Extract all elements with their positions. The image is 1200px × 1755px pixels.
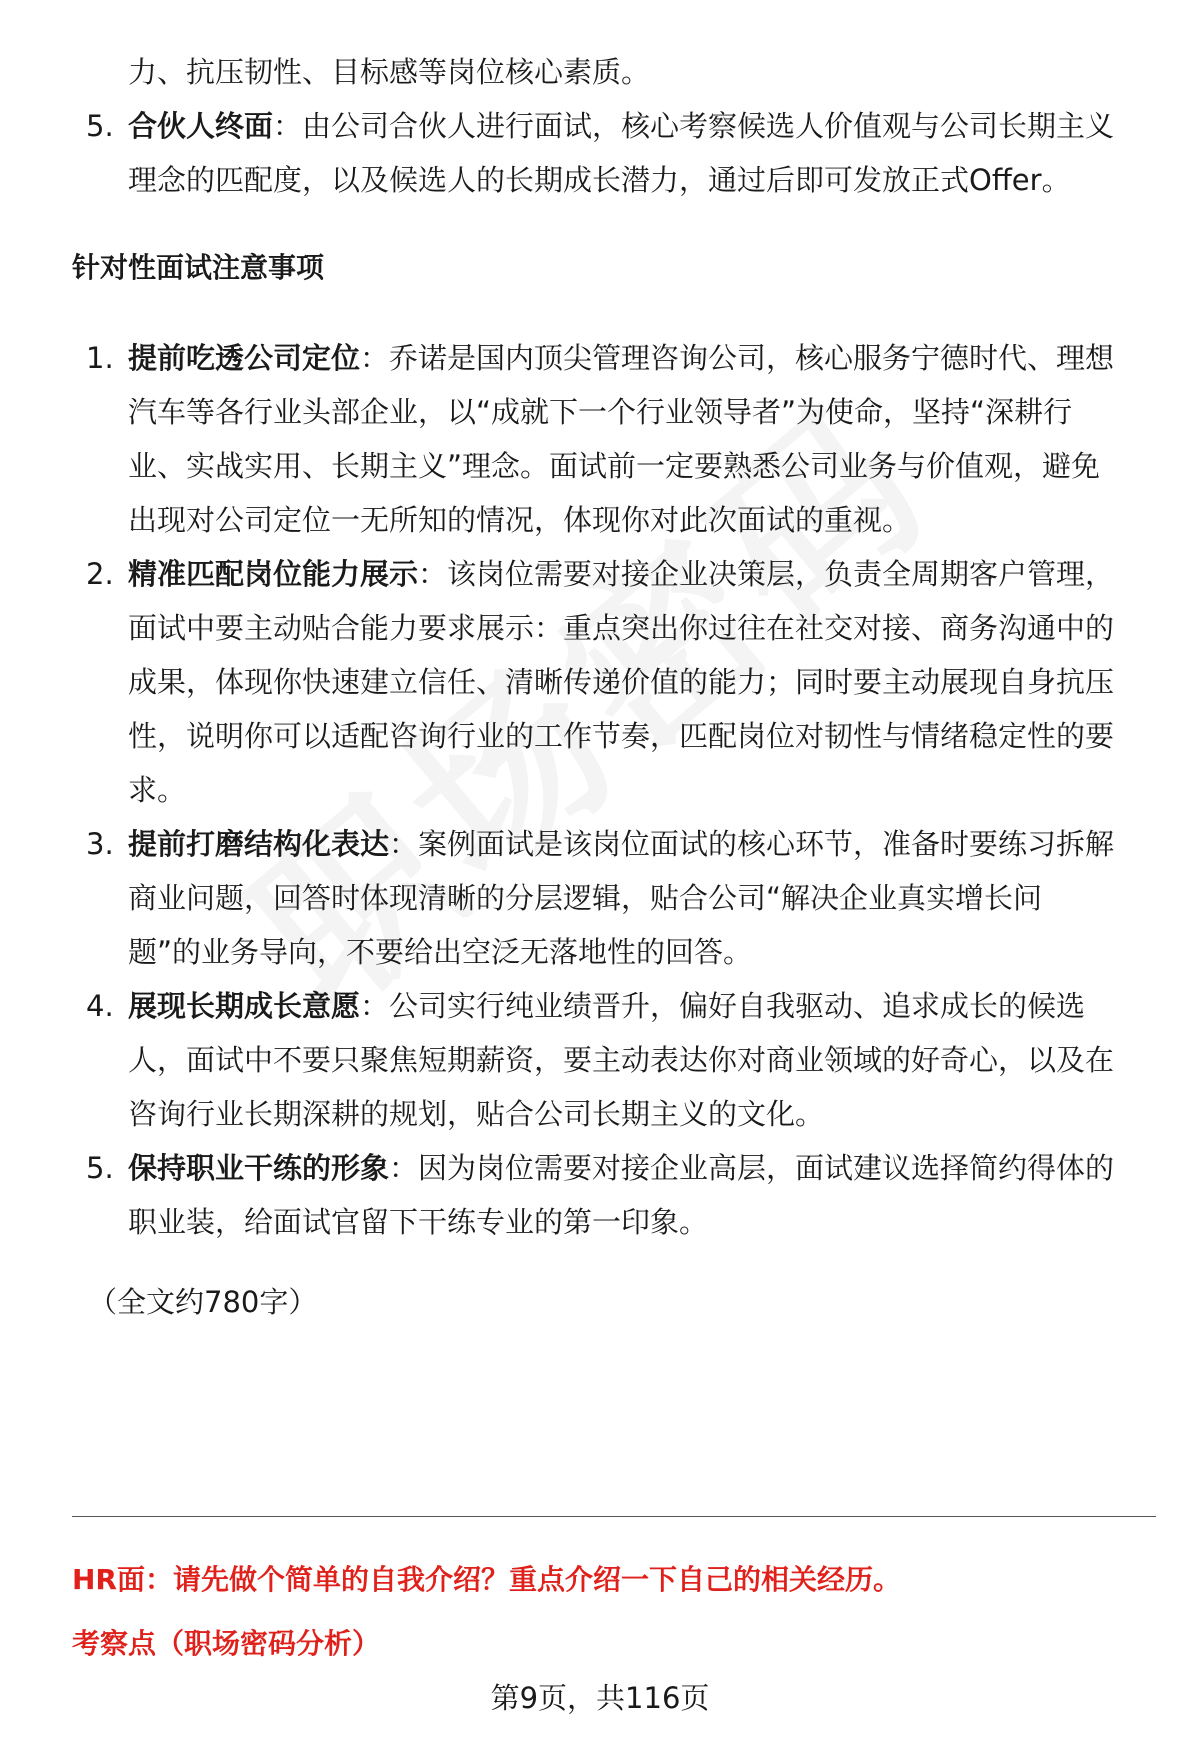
tip-line: 题”的业务导向，不要给出空泛无落地性的回答。 [128,935,753,969]
tip-title: 提前吃透公司定位 [128,341,361,375]
process-item-text: ：由公司合伙人进行面试，核心考察候选人价值观与公司长期主义 [273,109,1115,143]
tip-line: 求。 [128,773,187,807]
continuation-line: 力、抗压韧性、目标感等岗位核心素质。 [128,55,651,89]
tip-line: 成果，体现你快速建立信任、清晰传递价值的能力；同时要主动展现自身抗压 [128,665,1115,699]
tip-line [128,554,1114,594]
tip-text: ：该岗位需要对接企业决策层，负责全周期客户管理， [418,557,1115,591]
tip-line [128,986,1085,1026]
tip-line: 商业问题，回答时体现清晰的分层逻辑，贴合公司“解决企业真实增长问 [128,881,1043,915]
tip-line: 业、实战实用、长期主义”理念。面试前一定要熟悉公司业务与价值观，避免 [128,449,1101,483]
process-item-title: 合伙人终面 [128,109,274,143]
tip-line: 咨询行业长期深耕的规划，贴合公司长期主义的文化。 [128,1097,825,1131]
tip-line [128,824,1114,864]
tip-number: 1. [86,341,114,375]
tip-line: 汽车等各行业头部企业，以“成就下一个行业领导者”为使命，坚持“深耕行 [128,395,1073,429]
tip-line: 出现对公司定位一无所知的情况，体现你对此次面试的重视。 [128,503,912,537]
process-item-line [128,106,1114,146]
tip-title: 保持职业干练的形象 [128,1151,390,1185]
section-divider [72,1516,1156,1517]
tip-number: 5. [86,1151,114,1185]
tip-title: 展现长期成长意愿 [128,989,361,1023]
word-count-note: （全文约780字） [88,1285,318,1319]
tip-text: ：公司实行纯业绩晋升，偏好自我驱动、追求成长的候选 [360,989,1086,1023]
hr-question: HR面：请先做个简单的自我介绍？重点介绍一下自己的相关经历。 [72,1563,901,1596]
section-heading: 针对性面试注意事项 [72,251,325,284]
page-number-footer: 第9页，共116页 [490,1681,710,1715]
tip-line: 面试中要主动贴合能力要求展示：重点突出你过往在社交对接、商务沟通中的 [128,611,1115,645]
assessment-heading: 考察点（职场密码分析） [72,1627,381,1660]
tip-line [128,338,1114,378]
tip-title: 精准匹配岗位能力展示 [128,557,419,591]
tip-text: ：乔诺是国内顶尖管理咨询公司，核心服务宁德时代、理想 [360,341,1115,375]
tip-number: 3. [86,827,114,861]
tip-line: 性，说明你可以适配咨询行业的工作节奏，匹配岗位对韧性与情绪稳定性的要 [128,719,1115,753]
process-item-number: 5. [86,109,114,143]
tip-text: ：因为岗位需要对接企业高层，面试建议选择简约得体的 [389,1151,1115,1185]
process-item-line: 理念的匹配度，以及候选人的长期成长潜力，通过后即可发放正式Offer。 [128,163,1071,197]
tip-number: 4. [86,989,114,1023]
tip-line: 人，面试中不要只聚焦短期薪资，要主动表达你对商业领域的好奇心，以及在 [128,1043,1115,1077]
tip-title: 提前打磨结构化表达 [128,827,390,861]
tip-line: 职业装，给面试官留下干练专业的第一印象。 [128,1205,709,1239]
tip-number: 2. [86,557,114,591]
tip-text: ：案例面试是该岗位面试的核心环节，准备时要练习拆解 [389,827,1115,861]
tip-line [128,1148,1114,1188]
